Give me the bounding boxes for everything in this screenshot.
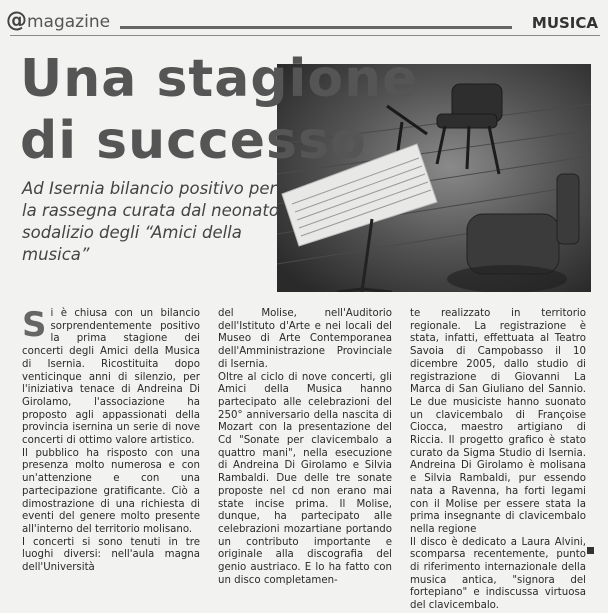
title-line-2: di successo [20, 111, 367, 171]
header-rule [120, 26, 512, 29]
paragraph: te realizzato in territorio regionale. La registrazione è stata, infatti, effettuata al Teatro Savoia di Campobasso il 10 dicembre 2005, dallo studio di registrazione di Giovanni La Marca di San Giuliano del Sannio. Le due musiciste hanno suonato un clavicembalo di Françoise Ciocca, maestro artigiano di Riccia. Il progetto grafico è stato curato da Sigma Studio di Isernia. Andreina Di Girolamo è molisana e Silvia Rambaldi, pur essendo nata a Ravenna, ha forti legami con il Molise per essere stata la prima insegnante di clavicembalo nella regione [410, 308, 586, 535]
paragraph [22, 305, 200, 448]
paragraph: Oltre al ciclo di nove concerti, gli Amici della Musica hanno partecipato alle celebrazioni del 250° anniversario della nascita di Mozart con la presentazione del Cd "Sonate per clavicembalo a quattro mani", nella esecuzione di Andreina Di Girolamo e Silvia Rambaldi. Due delle tre sonate proposte nel cd non erano mai state incise prima. Il Molise, dunque, ha partecipato alle celebrazioni mozartiane portando un contributo importante e originale alla discografia del genio austriaco. E lo ha fatto con un disco completamen- [218, 371, 392, 586]
text-column-1 [22, 305, 200, 574]
magazine-logo [6, 8, 110, 32]
article-title [20, 48, 460, 172]
paragraph: del Molise, nell'Auditorio dell'Istituto d'Arte e nei locali del Museo di Arte Contemporanea dell'Amministrazione Provinciale di Isernia. [218, 308, 392, 370]
paragraph: I concerti si sono tenuti in tre luoghi diversi: nell'aula magna dell'Università [22, 536, 200, 574]
drop-cap: S [22, 305, 47, 345]
paragraph: Il pubblico ha risposto con una presenza molto numerosa e con un'attenzione e con una partecipazione gratificante. Ciò a dimostrazione di una richiesta di eventi del genere molto presente all'interno del territorio molisano. [22, 447, 200, 535]
end-of-article-mark [587, 547, 594, 554]
logo-text: magazine [27, 12, 111, 32]
text-column-2 [218, 308, 392, 586]
page-header [0, 0, 608, 40]
title-line-1: Una stagione [20, 49, 419, 109]
logo-at-sign: @ [6, 8, 27, 32]
header-underline [10, 35, 600, 36]
text-column-3 [410, 308, 586, 612]
section-label: MUSICA [531, 14, 598, 32]
paragraph: Il disco è dedicato a Laura Alvini, scomparsa recentemente, punto di riferimento internazionale della musica antica, "signora del fortepiano" e indiscussa virtuosa del clavicembalo. [410, 536, 586, 612]
paragraph-text: i è chiusa con un bilancio sorprendentemente positivo la prima stagione dei concerti degli Amici della Musica di Isernia. Ricostituita dopo venticinque anni di silenzio, per l'iniziativa tenace di Andreina Di Girolamo, l'associazione ha proposto agli appassionati della provincia isernina un serie di nove concerti di ottimo valore artistico. [22, 308, 200, 447]
article-subtitle: Ad Isernia bilancio positivo per la rassegna curata dal neonato sodalizio degli “Amici della musica” [22, 179, 279, 264]
